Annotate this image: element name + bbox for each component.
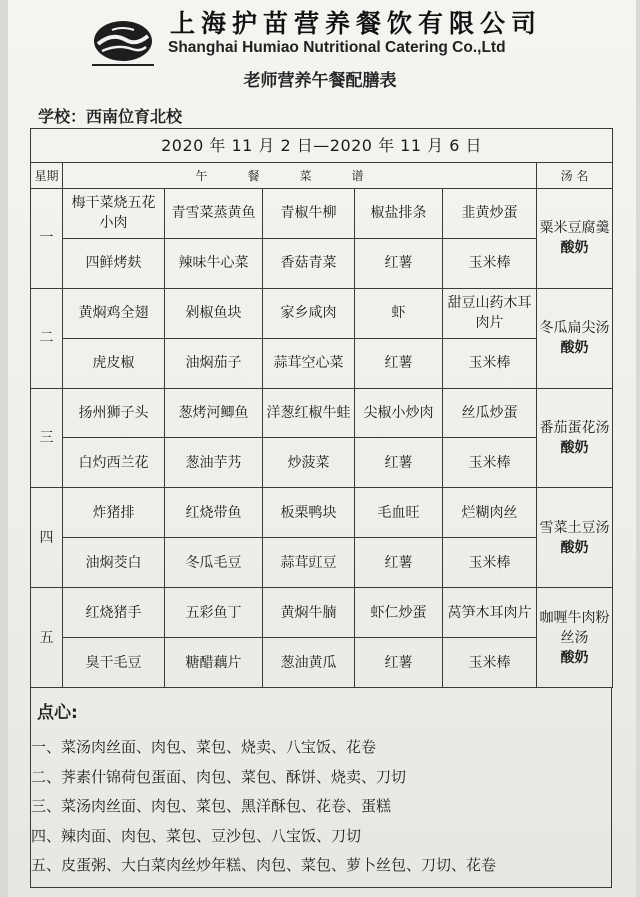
snack-line-wed: 三、菜汤肉丝面、肉包、菜包、黑洋酥包、花卷、蛋糕: [31, 797, 392, 815]
dish-cell: 玉米棒: [443, 638, 537, 688]
soup-name: 粟米豆腐羹: [539, 220, 610, 237]
dish-cell: 四鲜烤麸: [63, 238, 165, 288]
dish-cell: 糖醋藕片: [165, 638, 263, 688]
header-day: 星期: [31, 163, 63, 189]
dish-cell: 红烧猪手: [63, 588, 165, 638]
day-3-row-2: [31, 438, 613, 488]
dish-cell: 油焖茄子: [165, 338, 263, 388]
day-label: 二: [31, 288, 63, 388]
dish-cell: 虾: [355, 288, 443, 338]
day-label: 一: [31, 188, 63, 288]
yogurt-label: 酸奶: [560, 340, 589, 357]
dish-cell: 剁椒鱼块: [165, 288, 263, 338]
dish-cell: 臭干毛豆: [63, 638, 165, 688]
company-name-english: Shanghai Humiao Nutritional Catering Co.,Ltd: [168, 39, 506, 56]
day-label: 三: [31, 388, 63, 488]
soup-name: 冬瓜扁尖汤: [539, 320, 610, 337]
snack-line-thu: 四、辣肉面、肉包、菜包、豆沙包、八宝饭、刀切: [31, 827, 362, 845]
dish-cell: 莴笋木耳肉片: [443, 588, 537, 638]
soup-cell: [537, 488, 613, 588]
dish-cell: 白灼西兰花: [63, 438, 165, 488]
school-name: 学校：西南位育北校: [38, 107, 183, 126]
dish-cell: 五彩鱼丁: [165, 588, 263, 638]
dish-cell: 红烧带鱼: [165, 488, 263, 538]
dish-cell: 甜豆山药木耳肉片: [443, 288, 537, 338]
day-1-row-2: [31, 238, 613, 288]
letterhead: [0, 0, 640, 100]
company-name-chinese: 上海护苗营养餐饮有限公司: [170, 9, 543, 38]
snack-line-mon: 一、菜汤肉丝面、肉包、菜包、烧卖、八宝饭、花卷: [31, 738, 377, 756]
snack-line-tue: 二、荠素什锦荷包蛋面、肉包、菜包、酥饼、烧卖、刀切: [31, 768, 407, 786]
date-range: 2020 年 11 月 2 日—2020 年 11 月 6 日: [31, 129, 613, 163]
dish-cell: 黄焖鸡全翅: [63, 288, 165, 338]
dish-cell: 黄焖牛腩: [263, 588, 355, 638]
day-5-row-2: [31, 638, 613, 688]
soup-name: 雪菜土豆汤: [539, 519, 610, 536]
day-1-row-1: [31, 188, 613, 238]
dish-cell: 玉米棒: [443, 338, 537, 388]
header-row: [31, 163, 613, 189]
dish-cell: 红薯: [355, 238, 443, 288]
day-2-row-1: [31, 288, 613, 338]
dish-cell: 梅干菜烧五花小肉: [63, 188, 165, 238]
yogurt-label: 酸奶: [560, 649, 589, 666]
soup-cell: [537, 188, 613, 288]
snacks-section: [30, 688, 612, 888]
header-lunch-menu: 午餐菜谱: [63, 163, 537, 189]
dish-cell: 辣味牛心菜: [165, 238, 263, 288]
dish-cell: 油焖茭白: [63, 538, 165, 588]
dish-cell: 虾仁炒蛋: [355, 588, 443, 638]
dish-cell: 洋葱红椒牛蛙: [263, 388, 355, 438]
dish-cell: 蒜茸空心菜: [263, 338, 355, 388]
snacks-title: 点心:: [37, 703, 78, 723]
dish-cell: 炒菠菜: [263, 438, 355, 488]
day-5-row-1: [31, 588, 613, 638]
yogurt-label: 酸奶: [560, 240, 589, 257]
dish-cell: 玉米棒: [443, 238, 537, 288]
dish-cell: 葱油黄瓜: [263, 638, 355, 688]
dish-cell: 玉米棒: [443, 538, 537, 588]
day-4-row-2: [31, 538, 613, 588]
dish-cell: 红薯: [355, 438, 443, 488]
dish-cell: 烂糊肉丝: [443, 488, 537, 538]
soup-cell: [537, 588, 613, 688]
soup-cell: [537, 388, 613, 488]
header-soup: 汤 名: [537, 163, 613, 189]
dish-cell: 红薯: [355, 538, 443, 588]
dish-cell: 家乡咸肉: [263, 288, 355, 338]
day-label: 四: [31, 488, 63, 588]
day-label: 五: [31, 588, 63, 688]
lunch-menu-table: [30, 128, 613, 688]
dish-cell: 板栗鸭块: [263, 488, 355, 538]
soup-cell: [537, 288, 613, 388]
soup-name: 番茄蛋花汤: [539, 419, 610, 436]
dish-cell: 葱烤河鲫鱼: [165, 388, 263, 438]
dish-cell: 冬瓜毛豆: [165, 538, 263, 588]
dish-cell: 青椒牛柳: [263, 188, 355, 238]
dish-cell: 青雪菜蒸黄鱼: [165, 188, 263, 238]
dish-cell: 葱油芋艿: [165, 438, 263, 488]
dish-cell: 毛血旺: [355, 488, 443, 538]
day-4-row-1: [31, 488, 613, 538]
company-logo-icon: [92, 18, 154, 64]
dish-cell: 椒盐排条: [355, 188, 443, 238]
day-3-row-1: [31, 388, 613, 438]
dish-cell: 尖椒小炒肉: [355, 388, 443, 438]
dish-cell: 炸猪排: [63, 488, 165, 538]
date-range-row: [31, 129, 613, 163]
dish-cell: 红薯: [355, 338, 443, 388]
dish-cell: 虎皮椒: [63, 338, 165, 388]
soup-name: 咖喱牛肉粉丝汤: [539, 609, 610, 646]
yogurt-label: 酸奶: [560, 439, 589, 456]
dish-cell: 韭黄炒蛋: [443, 188, 537, 238]
yogurt-label: 酸奶: [560, 539, 589, 556]
snack-line-fri: 五、皮蛋粥、大白菜肉丝炒年糕、肉包、菜包、萝卜丝包、刀切、花卷: [31, 856, 497, 874]
dish-cell: 香菇青菜: [263, 238, 355, 288]
dish-cell: 蒜茸豇豆: [263, 538, 355, 588]
dish-cell: 丝瓜炒蛋: [443, 388, 537, 438]
dish-cell: 扬州狮子头: [63, 388, 165, 438]
dish-cell: 玉米棒: [443, 438, 537, 488]
document-title: 老师营养午餐配膳表: [243, 71, 397, 91]
dish-cell: 红薯: [355, 638, 443, 688]
day-2-row-2: [31, 338, 613, 388]
